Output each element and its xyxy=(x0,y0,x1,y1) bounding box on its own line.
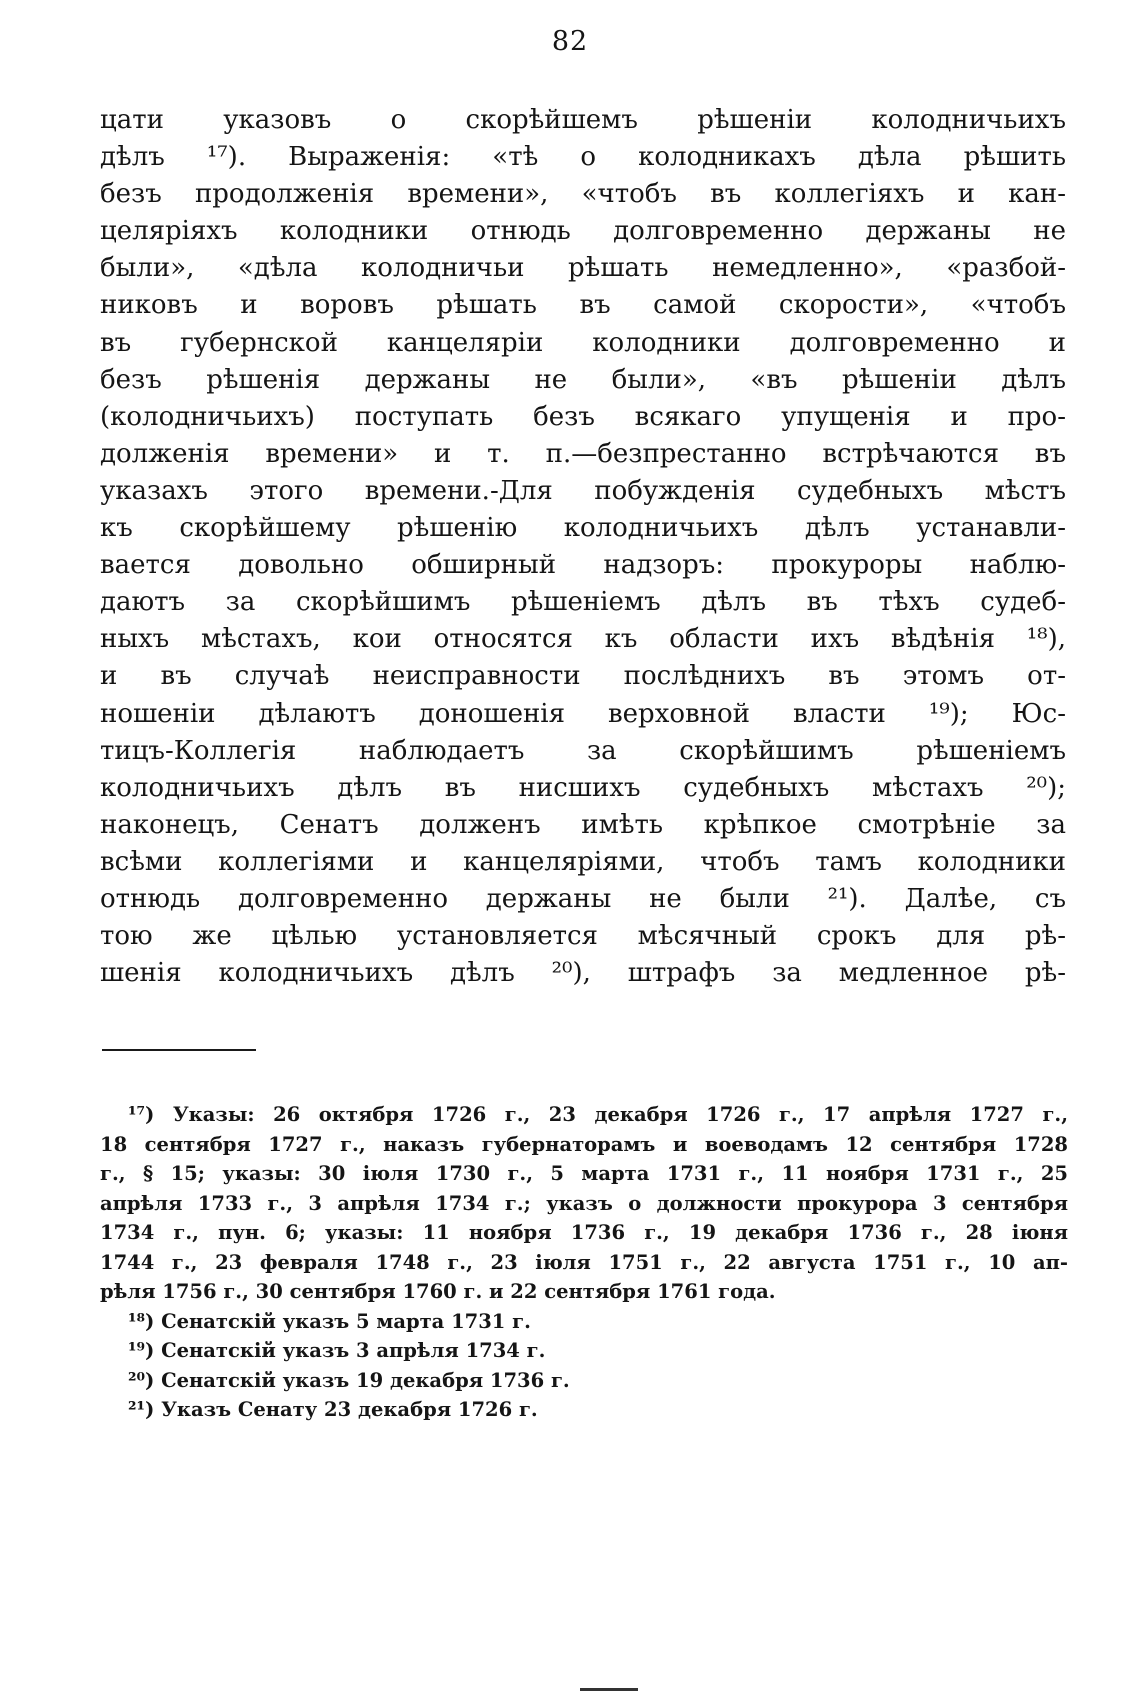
footnote-19: ¹⁹) Сенатскій указъ 3 апрѣля 1734 г. xyxy=(128,1339,546,1362)
body-text xyxy=(100,102,1066,992)
body-line: ныхъ мѣстахъ, кои относятся къ области ихъ вѣдѣнія ¹⁸), xyxy=(100,624,1066,655)
body-line: тицъ-Коллегія наблюдаетъ за скорѣйшимъ рѣшеніемъ xyxy=(100,735,1066,766)
footnote-17 xyxy=(100,1100,1068,1307)
footnote-line: рѣля 1756 г., 30 сентября 1760 г. и 22 сентября 1761 года. xyxy=(100,1280,776,1303)
body-line: (колодничьихъ) поступать безъ всякаго упущенія и про- xyxy=(100,401,1066,432)
footnote-line: апрѣля 1733 г., 3 апрѣля 1734 г.; указъ о должности прокурора 3 сентября xyxy=(100,1191,1068,1215)
body-line: шенія колодничьихъ дѣлъ ²⁰), штрафъ за медленное рѣ- xyxy=(100,958,1066,989)
footnote-21: ²¹) Указъ Сенату 23 декабря 1726 г. xyxy=(128,1398,538,1421)
body-line: цати указовъ о скорѣйшемъ рѣшеніи колодничьихъ xyxy=(100,105,1066,135)
body-line: къ скорѣйшему рѣшенію колодничьихъ дѣлъ устанавли- xyxy=(100,513,1066,544)
body-line: даютъ за скорѣйшимъ рѣшеніемъ дѣлъ въ тѣхъ судеб- xyxy=(100,587,1066,618)
body-line: тою же цѣлью установляется мѣсячный срокъ для рѣ- xyxy=(100,921,1066,952)
body-line: были», «дѣла колодничьи рѣшать немедленно», «разбой- xyxy=(100,253,1066,284)
body-line: указахъ этого времени.-Для побужденія судебныхъ мѣстъ xyxy=(100,475,1066,506)
body-line: никовъ и воровъ рѣшать въ самой скорости», «чтобъ xyxy=(100,290,1066,321)
footnote-18: ¹⁸) Сенатскій указъ 5 марта 1731 г. xyxy=(128,1309,531,1333)
body-line: колодничьихъ дѣлъ въ нисшихъ судебныхъ мѣстахъ ²⁰); xyxy=(100,772,1066,803)
footnote-divider xyxy=(102,1049,256,1051)
body-line: безъ рѣшенія держаны не были», «въ рѣшеніи дѣлъ xyxy=(100,364,1066,395)
body-line: безъ продолженія времени», «чтобъ въ коллегіяхъ и кан- xyxy=(100,179,1066,210)
footnotes xyxy=(100,1100,1068,1425)
footnote-line: г., § 15; указы: 30 іюля 1730 г., 5 марта 1731 г., 11 ноября 1731 г., 25 xyxy=(100,1162,1068,1185)
body-line: всѣми коллегіями и канцеляріями, чтобъ тамъ колодники xyxy=(100,846,1066,877)
body-line: долженія времени» и т. п.—безпрестанно встрѣчаются въ xyxy=(100,438,1066,469)
body-line: вается довольно обширный надзоръ: прокуроры наблю- xyxy=(100,550,1066,581)
footnote-line: 18 сентября 1727 г., наказъ губернаторамъ и воеводамъ 12 сентября 1728 xyxy=(100,1132,1068,1156)
body-line: наконецъ, Сенатъ долженъ имѣть крѣпкое смотрѣніе за xyxy=(100,809,1066,840)
footnote-line: ¹⁷) Указы: 26 октября 1726 г., 23 декабря 1726 г., 17 апрѣля 1727 г., xyxy=(128,1103,1068,1126)
body-line: въ губернской канцеляріи колодники долговременно и xyxy=(100,327,1066,358)
footnote-line: 1734 г., пун. 6; указы: 11 ноября 1736 г., 19 декабря 1736 г., 28 іюня xyxy=(100,1221,1068,1244)
page-number: 82 xyxy=(551,26,589,57)
bottom-printer-mark xyxy=(580,1688,638,1691)
body-line: целяріяхъ колодники отнюдь долговременно держаны не xyxy=(100,216,1066,247)
footnote-20: ²⁰) Сенатскій указъ 19 декабря 1736 г. xyxy=(128,1368,570,1392)
footnote-line: 1744 г., 23 февраля 1748 г., 23 іюля 1751 г., 22 августа 1751 г., 10 ап- xyxy=(100,1250,1068,1274)
body-line: дѣлъ ¹⁷). Выраженія: «тѣ о колодникахъ дѣла рѣшить xyxy=(100,142,1066,173)
body-line: ношеніи дѣлаютъ доношенія верховной власти ¹⁹); Юс- xyxy=(100,698,1066,729)
body-line: отнюдь долговременно держаны не были ²¹). Далѣе, съ xyxy=(100,883,1066,914)
body-line: и въ случаѣ неисправности послѣднихъ въ этомъ от- xyxy=(100,661,1066,692)
